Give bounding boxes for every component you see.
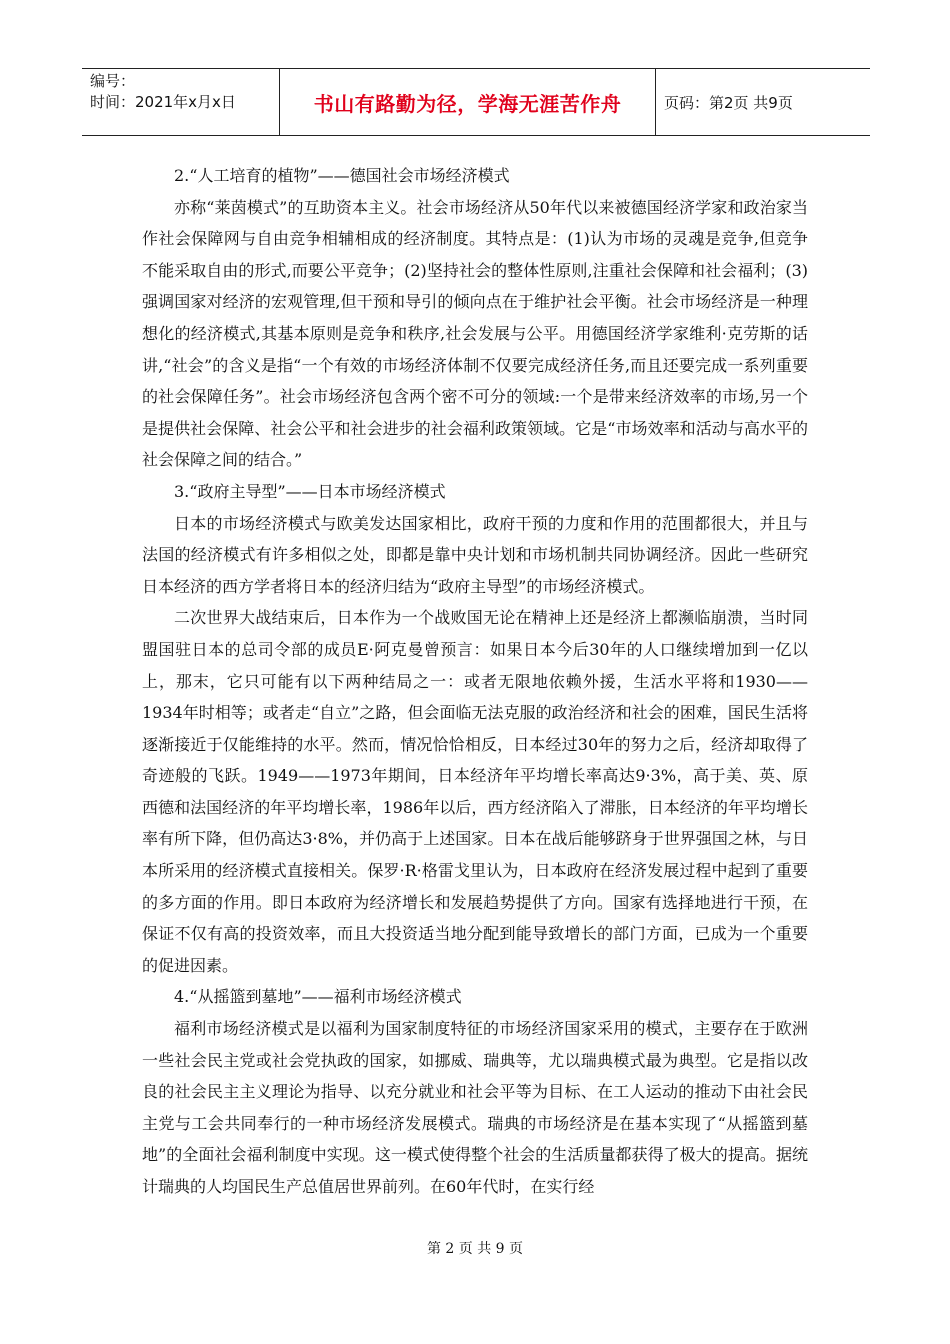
- document-header: [82, 68, 870, 136]
- document-body: [142, 160, 808, 1203]
- section-heading-3: 3.“政府主导型”——日本市场经济模式: [174, 481, 446, 501]
- section-heading-4: 4.“从摇篮到墓地”——福利市场经济模式: [174, 987, 462, 1007]
- paragraph: 福利市场经济模式是以福利为国家制度特征的市场经济国家采用的模式，主要存在于欧洲一些社会民主党或社会党执政的国家，如挪威、瑞典等，尤以瑞典模式最为典型。它是指以改良的社会民主主义理论为指导、以充分就业和社会平等为目标、在工人运动的推动下由社会民主党与工会共同奉行的一种市场经济发展模式。瑞典的市场经济是在基本实现了“从摇篮到墓地”的全面社会福利制度中实现。这一模式使得整个社会的生活质量都获得了极大的提高。据统计瑞典的人均国民生产总值居世界前列。在60年代时，在实行经: [142, 1019, 808, 1196]
- header-page-code: 页码：第2页 共9页: [664, 93, 793, 112]
- paragraph: 亦称“莱茵模式”的互助资本主义。社会市场经济从50年代以来被德国经济学家和政治家当作社会保障网与自由竞争相辅相成的经济制度。其特点是：(1)认为市场的灵魂是竞争,但竞争不能采取自由的形式,而要公平竞争；(2)坚持社会的整体性原则,注重社会保障和社会福利；(3)强调国家对经济的宏观管理,但干预和导引的倾向点在于维护社会平衡。社会市场经济是一种理想化的经济模式,其基本原则是竞争和秩序,社会发展与公平。用德国经济学家维利·克劳斯的话讲,“社会”的含义是指“一个有效的市场经济体制不仅要完成经济任务,而且还要完成一系列重要的社会保障任务”。社会市场经济包含两个密不可分的领域:一个是带来经济效率的市场,另一个是提供社会保障、社会公平和社会进步的社会福利政策领域。它是“市场效率和活动与高水平的社会保障之间的结合。”: [142, 197, 808, 470]
- paragraph: 二次世界大战结束后，日本作为一个战败国无论在精神上还是经济上都濒临崩溃，当时同盟国驻日本的总司令部的成员E·阿克曼曾预言：如果日本今后30年的人口继续增加到一亿以上，那末，它只可能有以下两种结局之一：或者无限地依赖外援，生活水平将和1930——1934年时相等；或者走“自立”之路，但会面临无法克服的政治经济和社会的困难，国民生活将逐渐接近于仅能维持的水平。然而，情况恰恰相反，日本经过30年的努力之后，经济却取得了奇迹般的飞跃。1949——1973年期间，日本经济年平均增长率高达9·3%，高于美、英、原西德和法国经济的年平均增长率，1986年以后，西方经济陷入了滞胀，日本经济的年平均增长率有所下降，但仍高达3·8%，并仍高于上述国家。日本在战后能够跻身于世界强国之林，与日本所采用的经济模式直接相关。保罗·R·格雷戈里认为，日本政府在经济发展过程中起到了重要的多方面的作用。即日本政府为经济增长和发展趋势提供了方向。国家有选择地进行干预，在保证不仅有高的投资效率，而且大投资适当地分配到能导致增长的部门方面，已成为一个重要的促进因素。: [142, 608, 808, 975]
- page-footer: 第 2 页 共 9 页: [426, 1241, 524, 1257]
- header-slogan: 书山有路勤为径，学海无涯苦作舟: [280, 69, 656, 135]
- header-meta: [82, 69, 280, 135]
- section-heading-2: 2.“人工培育的植物”——德国社会市场经济模式: [174, 166, 510, 185]
- time-label: 时间：2021年x月x日: [90, 93, 236, 111]
- paragraph: 日本的市场经济模式与欧美发达国家相比，政府干预的力度和作用的范围都很大，并且与法国的经济模式有许多相似之处，即都是靠中央计划和市场机制共同协调经济。因此一些研究日本经济的西方学者将日本的经济归结为“政府主导型”的市场经济模式。: [142, 513, 808, 596]
- number-label: 编号：: [90, 72, 136, 90]
